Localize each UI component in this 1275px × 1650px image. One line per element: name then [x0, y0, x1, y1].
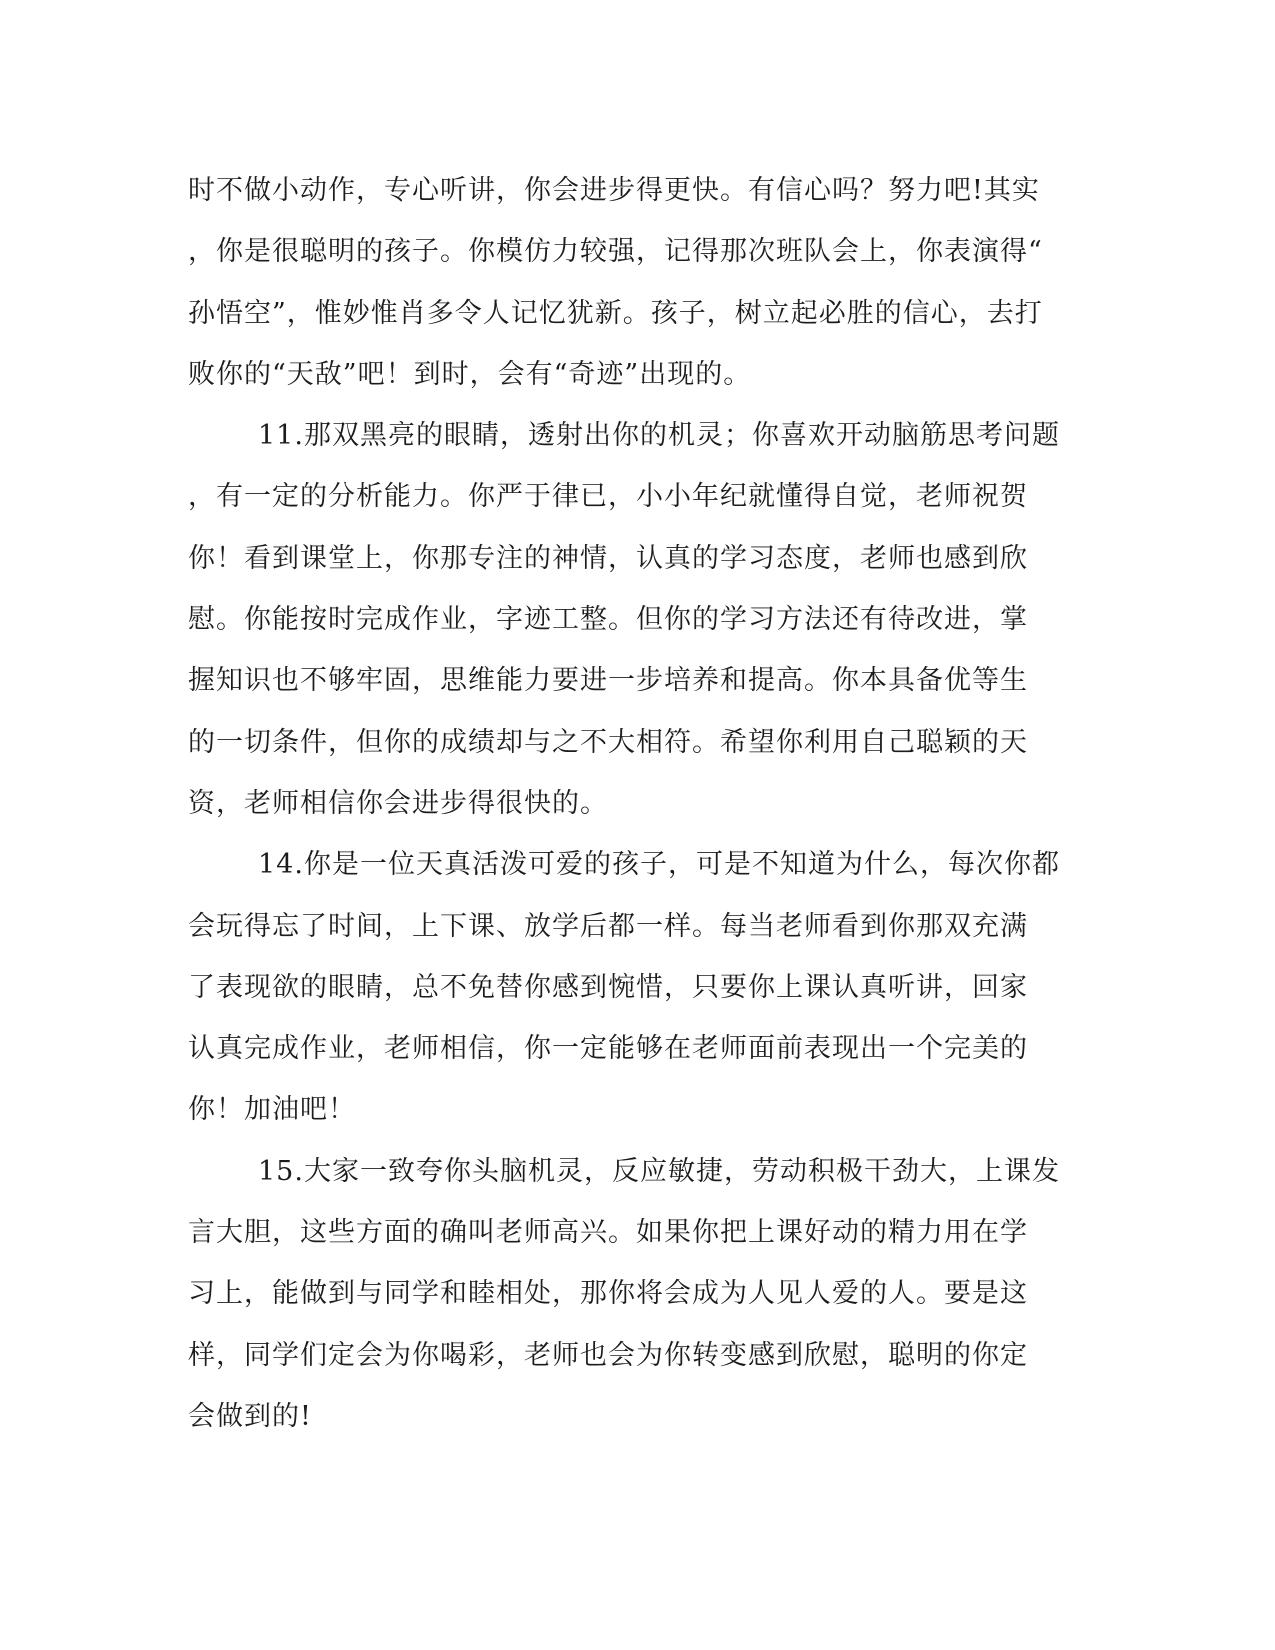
text-line: 败你的“天敌”吧！到时，会有“奇迹”出现的。 [188, 358, 752, 390]
text-line: 认真完成作业，老师相信，你一定能够在老师面前表现出一个完美的 [188, 1033, 1028, 1065]
paragraph-continuation [188, 160, 1088, 405]
text-line: ，你是很聪明的孩子。你模仿力较强，记得那次班队会上，你表演得“ [188, 236, 1043, 268]
text-line: 时不做小动作，专心听讲，你会进步得更快。有信心吗？努力吧!其实 [188, 175, 1040, 206]
paragraph-15 [188, 1141, 1088, 1447]
text-line: 孙悟空”，惟妙惟肖多令人记忆犹新。孩子，树立起必胜的信心，去打 [188, 297, 1043, 329]
text-line: 你！加油吧！ [188, 1094, 356, 1126]
text-line: 握知识也不够牢固，思维能力要进一步培养和提高。你本具备优等生 [188, 665, 1028, 697]
text-line: 样，同学们定会为你喝彩，老师也会为你转变感到欣慰，聪明的你定 [188, 1339, 1028, 1371]
text-line: 14.你是一位天真活泼可爱的孩子，可是不知道为什么，每次你都 [258, 849, 1060, 881]
text-line: 11.那双黑亮的眼睛，透射出你的机灵；你喜欢开动脑筋思考问题 [258, 420, 1060, 452]
text-line: 会做到的! [188, 1400, 312, 1432]
text-line: 习上，能做到与同学和睦相处，那你将会成为人见人爱的人。要是这 [188, 1278, 1028, 1310]
text-line: 慰。你能按时完成作业，字迹工整。但你的学习方法还有待改进，掌 [188, 604, 1028, 636]
text-line: 的一切条件，但你的成绩却与之不大相符。希望你利用自己聪颖的天 [188, 726, 1028, 758]
text-line: ，有一定的分析能力。你严于律已，小小年纪就懂得自觉，老师祝贺 [188, 481, 1028, 513]
text-line: 言大胆，这些方面的确叫老师高兴。如果你把上课好动的精力用在学 [188, 1217, 1028, 1249]
document-body [188, 160, 1088, 1447]
text-line: 了表现欲的眼睛，总不免替你感到惋惜，只要你上课认真听讲，回家 [188, 971, 1028, 1003]
text-line: 你！看到课堂上，你那专注的神情，认真的学习态度，老师也感到欣 [188, 542, 1028, 574]
text-line: 资，老师相信你会进步得很快的。 [188, 787, 608, 819]
text-line: 会玩得忘了时间，上下课、放学后都一样。每当老师看到你那双充满 [188, 910, 1028, 942]
paragraph-14 [188, 834, 1088, 1140]
paragraph-11 [188, 405, 1088, 834]
text-line: 15.大家一致夸你头脑机灵，反应敏捷，劳动积极干劲大，上课发 [258, 1155, 1060, 1187]
